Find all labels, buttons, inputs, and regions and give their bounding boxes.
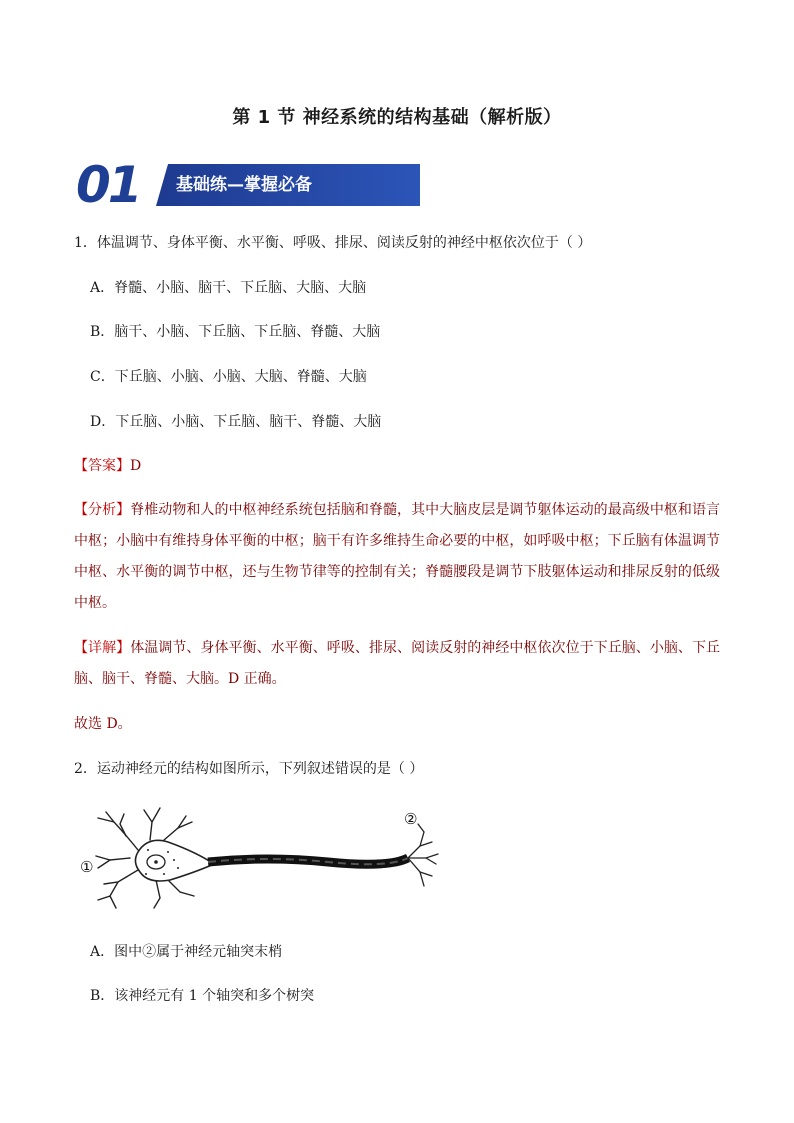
axon-terminals (408, 824, 438, 886)
detail-text: 体温调节、身体平衡、水平衡、呼吸、排尿、阅读反射的神经中枢依次位于下丘脑、小脑、下丘脑、脑干、脊髓、大脑。D 正确。 (74, 640, 721, 687)
banner-number: 01 (76, 156, 140, 214)
neuron-diagram (68, 800, 448, 912)
label-1: ① (80, 858, 94, 876)
answer-value: D (130, 458, 142, 474)
banner-label: 基础练—掌握必备 (176, 175, 312, 195)
q1-analysis (74, 495, 720, 619)
analysis-tag: 【分析】 (74, 502, 131, 518)
q2-option-a: A．图中②属于神经元轴突末梢 (90, 944, 283, 960)
q1-option-d: D．下丘脑、小脑、下丘脑、脑干、脊髓、大脑 (90, 414, 382, 430)
q1-option-c: C．下丘脑、小脑、小脑、大脑、脊髓、大脑 (90, 369, 367, 385)
detail-tag: 【详解】 (74, 640, 131, 656)
nucleolus (154, 860, 158, 864)
q2-stem: 2．运动神经元的结构如图所示，下列叙述错误的是（ ） (74, 761, 424, 777)
label-2: ② (404, 810, 418, 828)
q1-option-b: B．脑干、小脑、下丘脑、下丘脑、脊髓、大脑 (90, 324, 381, 340)
q1-option-a: A．脊髓、小脑、脑干、下丘脑、大脑、大脑 (90, 280, 367, 296)
answer-tag: 【答案】 (74, 458, 130, 474)
q1-answer (74, 456, 141, 476)
analysis-text: 脊椎动物和人的中枢神经系统包括脑和脊髓，其中大脑皮层是调节躯体运动的最高级中枢和语言中枢；小脑中有维持身体平衡的中枢；脑干有许多维持生命必要的中枢，如呼吸中枢；下丘脑有体温调节中枢、水平衡的调节中枢，还与生物节律等的控制有关；脊髓腰段是调节下肢躯体运动和排尿反射的低级中枢。 (74, 502, 721, 611)
q1-stem: 1．体温调节、身体平衡、水平衡、呼吸、排尿、阅读反射的神经中枢依次位于（ ） (74, 235, 592, 251)
page-title: 第 1 节 神经系统的结构基础（解析版） (232, 107, 562, 128)
q2-option-b: B．该神经元有 1 个轴突和多个树突 (90, 988, 315, 1004)
q1-detail (74, 633, 720, 695)
q1-conclusion: 故选 D。 (74, 716, 132, 732)
section-banner (76, 156, 346, 214)
